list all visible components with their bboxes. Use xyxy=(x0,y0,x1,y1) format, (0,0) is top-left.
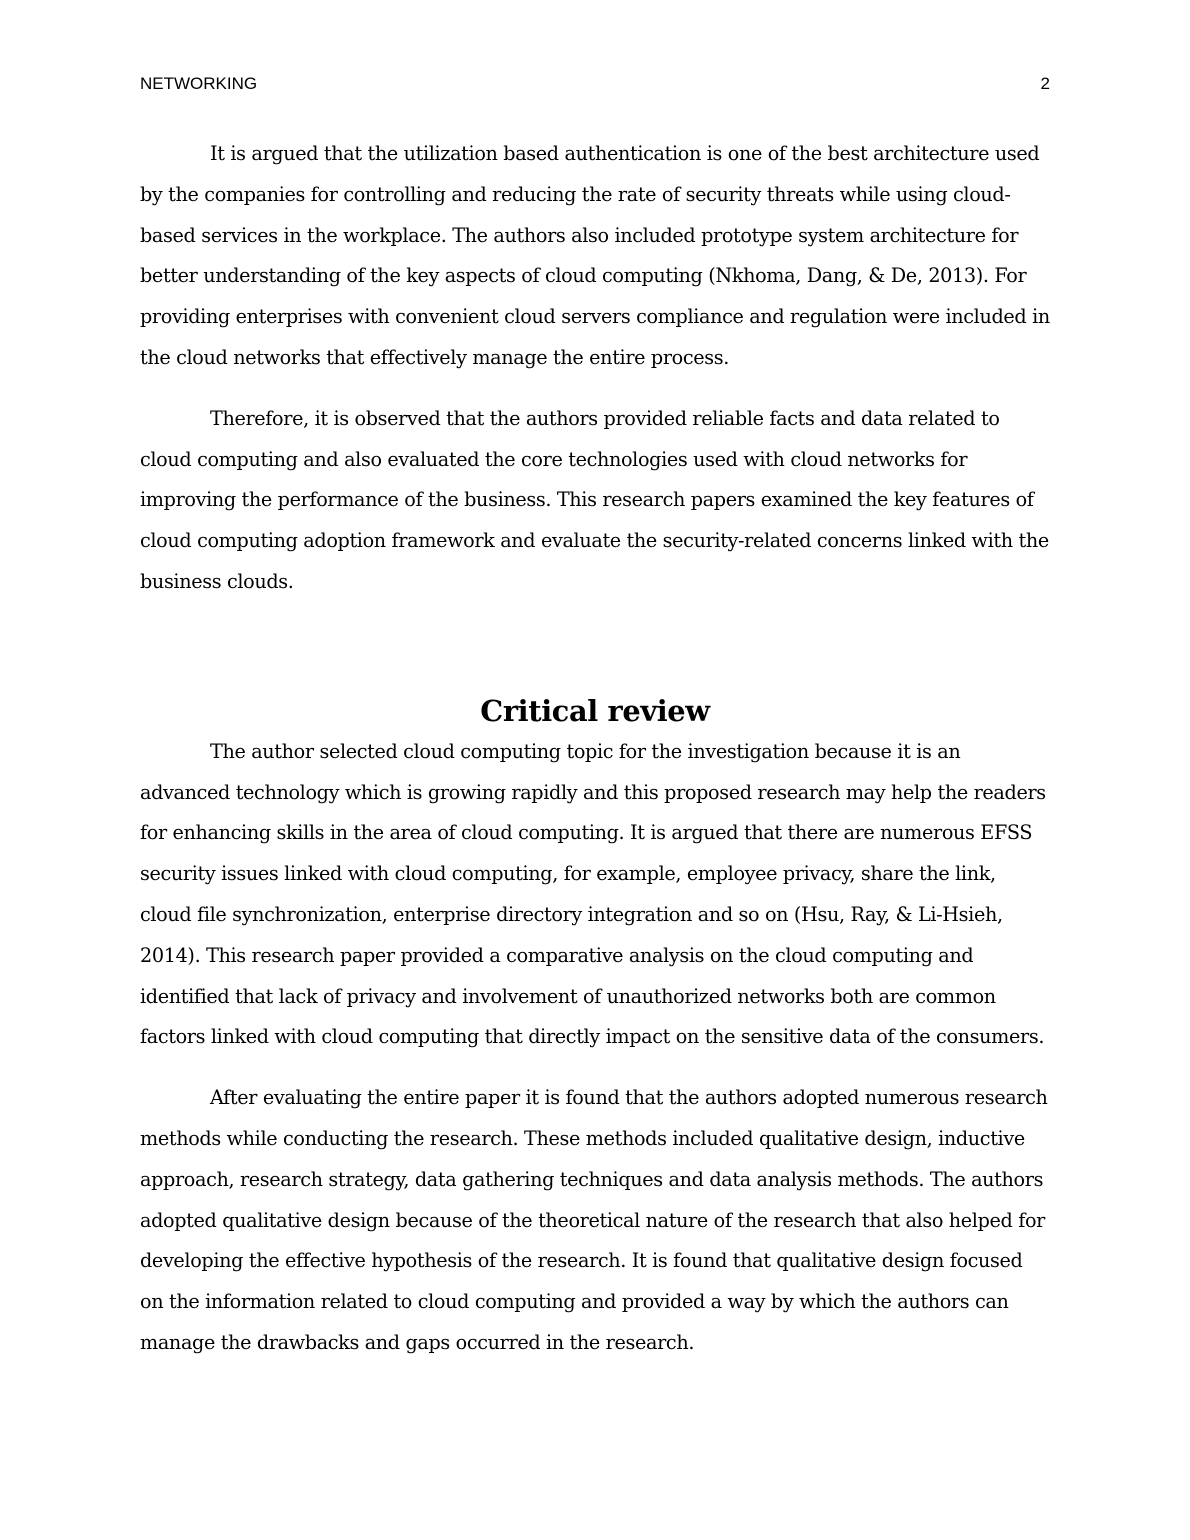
section-heading: Critical review xyxy=(480,694,710,728)
paragraph-research-methods: After evaluating the entire paper it is found that the authors adopted numerous research methods while conducting the research. These methods included qualitative design, inductive approach, research strategy, data gathering techniques and data analysis methods. The authors adopted qualitative design because of the theoretical nature of the research that also helped for developing the effective hypothesis of the research. It is found that qualitative design focused on the information related to cloud computing and provided a way by which the authors can manage the drawbacks and gaps occurred in the research. xyxy=(140,1086,1048,1354)
body-section-intro xyxy=(140,134,1050,623)
body-section-critical-review xyxy=(140,691,1050,1384)
page-number: 2 xyxy=(1040,74,1050,93)
paragraph-topic-selection: The author selected cloud computing topic for the investigation because it is an advanced technology which is growing rapidly and this proposed research may help the readers for enhancing skills in the area of cloud computing. It is argued that there are numerous EFSS security issues linked with cloud computing, for example, employee privacy, share the link, cloud file synchronization, enterprise directory integration and so on (Hsu, Ray, & Li-Hsieh, 2014). This research paper provided a comparative analysis on the cloud computing and identified that lack of privacy and involvement of unauthorized networks both are common factors linked with cloud computing that directly impact on the sensitive data of the consumers. xyxy=(140,739,1046,1049)
paragraph-authentication: It is argued that the utilization based authentication is one of the best architecture used by the companies for controlling and reducing the rate of security threats while using cloud-based services in the workplace. The authors also included prototype system architecture for better understanding of the key aspects of cloud computing (Nkhoma, Dang, & De, 2013). For providing enterprises with convenient cloud servers compliance and regulation were included in the cloud networks that effectively manage the entire process. xyxy=(140,142,1050,369)
paragraph-observations: Therefore, it is observed that the authors provided reliable facts and data related to cloud computing and also evaluated the core technologies used with cloud networks for improving the performance of the business. This research papers examined the key features of cloud computing adoption framework and evaluate the security-related concerns linked with the business clouds. xyxy=(140,406,1049,593)
running-head-title: NETWORKING xyxy=(140,74,258,93)
running-header xyxy=(140,72,1050,96)
